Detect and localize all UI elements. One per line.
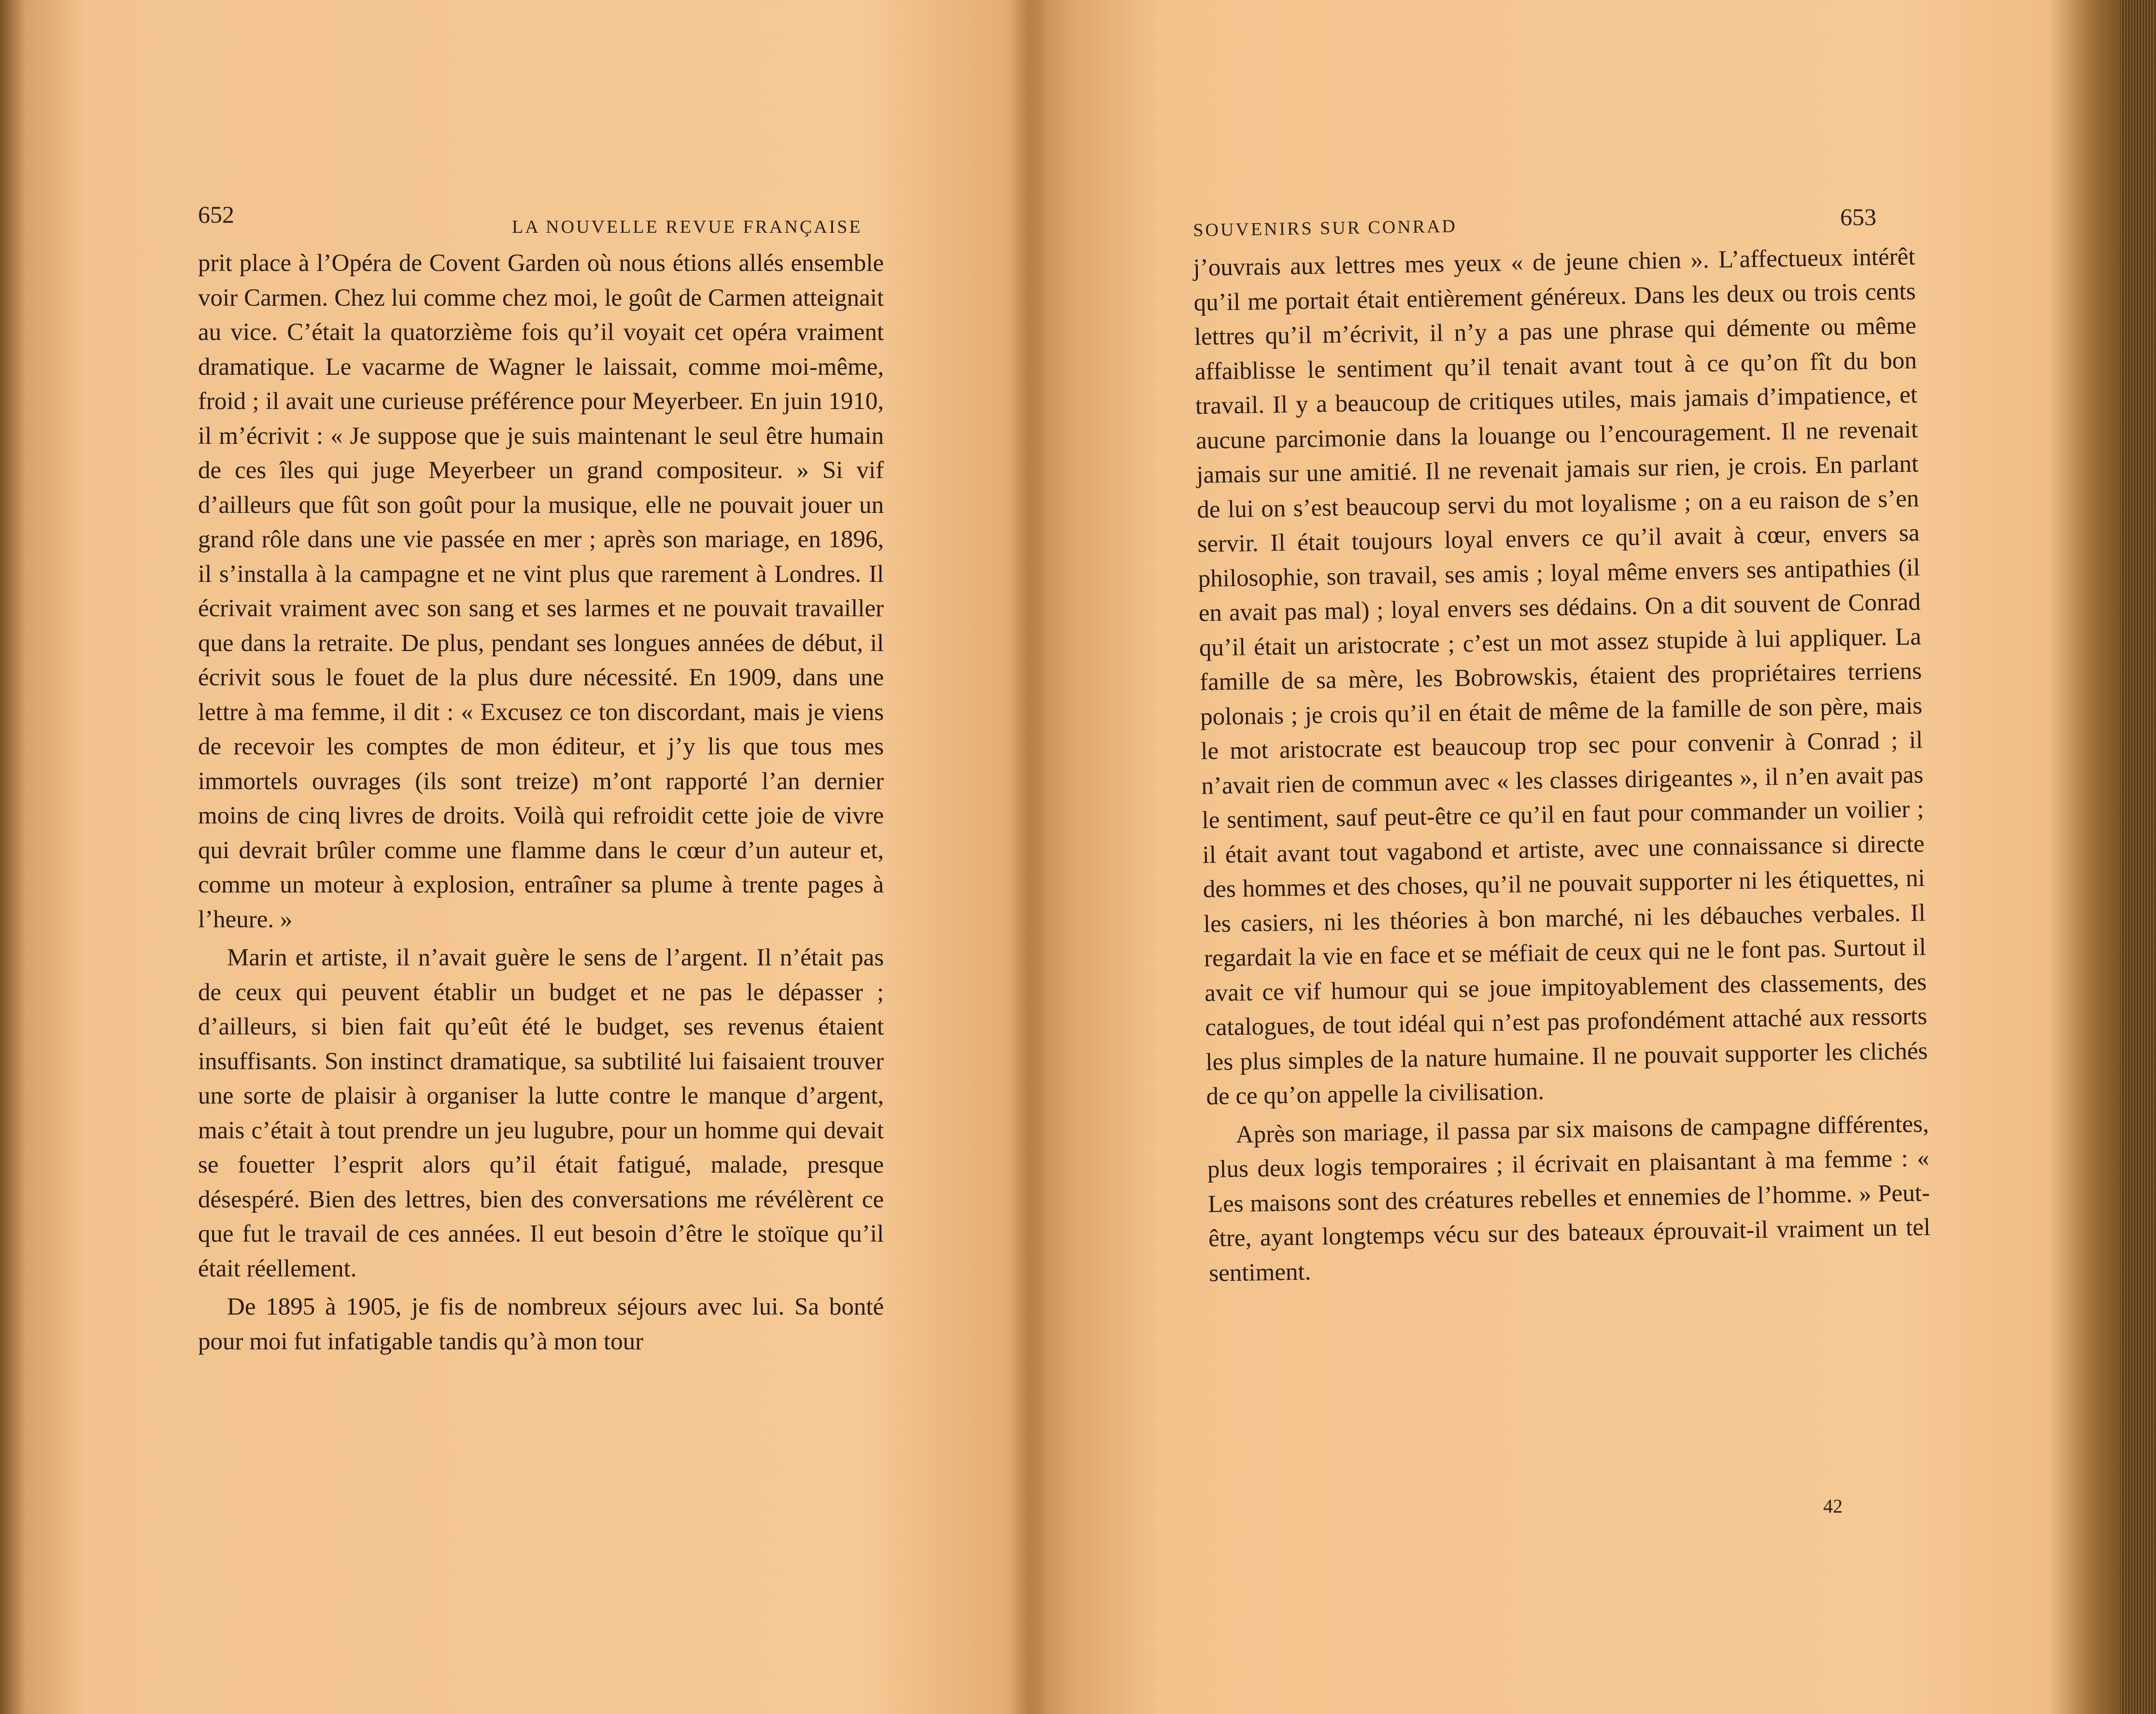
paragraph: Marin et artiste, il n’avait guère le sens de l’argent. Il n’était pas de ceux qui peuvent établir un budget et ne pas le dépasser ; d’ailleurs, si bien fait qu’eût été le budget, ses revenus étaient insuffisants. Son instinct dramatique, sa subtilité lui faisaient trouver une sorte de plaisir à organiser la lutte contre le manque d’argent, mais c’était à tout prendre un jeu lugubre, pour un homme qui devait se fouetter l’esprit alors qu’il était fatigué, malade, presque désespéré. Bien des lettres, bien des conversations me révélèrent ce que fut le travail de ces années. Il eut besoin d’être le stoïque qu’il était réellement. [198,944,884,1282]
left-page-text [198,246,884,1359]
page-edges [2120,0,2156,1714]
paragraph: prit place à l’Opéra de Covent Garden où nous étions allés ensemble voir Carmen. Chez lui comme chez moi, le goût de Carmen atteignait au vice. C’était la quatorzième fois qu’il voyait cet opéra vraiment dramatique. Le vacarme de Wagner le laissait, comme moi-même, froid ; il avait une curieuse préférence pour Meyerbeer. En juin 1910, il m’écrivit : « Je suppose que je suis maintenant le seul être humain de ces îles qui juge Meyerbeer un grand compositeur. » Si vif d’ailleurs que fût son goût pour la musique, elle ne pouvait jouer un grand rôle dans une vie passée en mer ; après son mariage, en 1896, il s’installa à la campagne et ne vint plus que rarement à Londres. Il écrivait vraiment avec son sang et ses larmes et ne pouvait travailler que dans la retraite. De plus, pendant ses longues années de début, il écrivit sous le fouet de la plus dure nécessité. En 1909, dans une lettre à ma femme, il dit : « Excusez ce ton discordant, mais je viens de recevoir les comptes de mon éditeur, et j’y lis que tous mes immortels ouvrages (ils sont treize) m’ont rapporté l’an dernier moins de cinq livres de droits. Voilà qui refroidit cette joie de vivre qui devrait brûler comme une flamme dans le cœur d’un auteur et, comme un moteur à explosion, entraîner sa plume à trente pages à l’heure. » [198,250,884,933]
paragraph: Après son mariage, il passa par six maisons de campagne différentes, plus deux logis temporaires ; il écrivait en plaisantant à ma femme : « Les maisons sont des créatures rebelles et ennemies de l’homme. » Peut-être, ayant longtemps vécu sur des bateaux éprouvait-il vraiment un tel sentiment. [1207,1110,1931,1287]
paragraph: j’ouvrais aux lettres mes yeux « de jeune chien ». L’affectueux intérêt qu’il me portait était entièrement généreux. Dans les deux ou trois cents lettres qu’il m’écrivit, il n’y a pas une phrase qui démente ou même affaiblisse le sentiment qu’il tenait avant tout à ce qu’on fît du bon travail. Il y a beaucoup de critiques utiles, mais jamais d’impatience, et aucune parcimonie dans la louange ou l’encouragement. Il ne revenait jamais sur une amitié. Il ne revenait jamais sur rien, je crois. En parlant de lui on s’est beaucoup servi du mot loyalisme ; on a eu raison de s’en servir. Il était toujours loyal envers ce qu’il avait à cœur, envers sa philosophie, son travail, ses amis ; loyal même envers ses antipathies (il en avait pas mal) ; loyal envers ses dédains. On a dit souvent de Conrad qu’il était un aristocrate ; c’est un mot assez stupide à lui appliquer. La famille de sa mère, les Bobrowskis, étaient des propriétaires terriens polonais ; je crois qu’il en était de même de la famille de son père, mais le mot aristocrate est beaucoup trop sec pour convenir à Conrad ; il n’avait rien de commun avec « les classes dirigeantes », il n’en avait pas le sentiment, sauf peut-être ce qu’il en faut pour commander un voilier ; il était avant tout vagabond et artiste, avec une connaissance si directe des hommes et des choses, qu’il ne pouvait supporter ni les étiquettes, ni les casiers, ni les théories à bon marché, ni les débauches verbales. Il regardait la vie en face et se méfiait de ceux qui ne le font pas. Surtout il avait ce vif humour qui se joue impitoyablement des classements, des catalogues, de tout idéal qui n’est pas profondément attaché aux ressorts les plus simples de la nature humaine. Il ne pouvait supporter les clichés de ce qu’on appelle la civilisation. [1193,243,1928,1110]
paragraph: De 1895 à 1905, je fis de nombreux séjours avec lui. Sa bonté pour moi fut infatigable tandis qu’à mon tour [198,1293,884,1355]
right-page-text [1193,240,1931,1291]
running-title-right: SOUVENIRS SUR CONRAD [1193,216,1458,241]
page-number-right: 653 [1840,203,1876,230]
page-number-left: 652 [198,201,234,228]
signature-mark: 42 [1823,1495,1843,1517]
running-title-left: LA NOUVELLE REVUE FRANÇAISE [512,217,863,237]
